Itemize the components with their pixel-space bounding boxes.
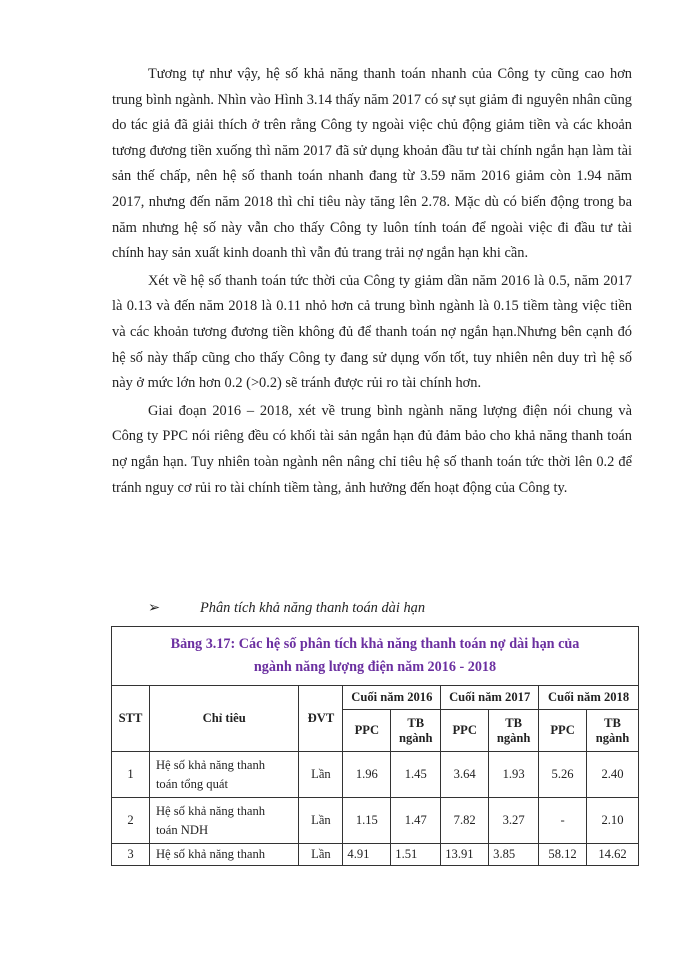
arrow-bullet-icon: ➢ <box>148 600 161 616</box>
subheading-text: Phân tích khả năng thanh toán dài hạn <box>200 600 426 616</box>
header-tb-2017: TB ngành <box>489 710 539 752</box>
header-tb-2016: TB ngành <box>391 710 441 752</box>
table-caption <box>112 627 639 686</box>
paragraph-quick-ratio: Tương tự như vậy, hệ số khả năng thanh toán nhanh của Công ty cũng cao hơn trung bình ngành. Nhìn vào Hình 3.14 thấy năm 2017 có sự sụt giảm đi nguyên nhân cũng do tác giả đã giải thích ở trên rằng Công ty ngoài việc chủ động giảm tiền và các khoản tương đương tiền xuống thì năm 2017 đã sử dụng khoản đầu tư tài chính ngắn hạn làm tài sản thế chấp, nên hệ số thanh toán nhanh đang từ 3.59 năm 2016 giảm còn 1.94 năm 2017, nhưng đến năm 2018 thì chỉ tiêu này tăng lên 2.78. Mặc dù có biến động trong ba năm nhưng hệ số này vẫn cho thấy Công ty luôn tính toán để ngoài việc đi đầu tư tài chính hay sản xuất kinh doanh thì vẫn đủ trang trải nợ ngắn hạn khi cần. <box>112 66 632 262</box>
table-row: 3 Hệ số khả năng thanh Lần 4.91 1.51 13.91 3.85 58.12 14.62 <box>112 844 639 866</box>
table-row: 1 Hệ số khả năng thanh toán tổng quát Lần 1.96 1.45 3.64 1.93 5.26 2.40 <box>112 752 639 798</box>
solvency-table <box>111 626 639 866</box>
header-unit: ĐVT <box>299 686 343 752</box>
header-ppc-2017: PPC <box>441 710 489 752</box>
row-label: Hệ số khả năng thanh <box>149 844 299 866</box>
row-label: Hệ số khả năng thanh toán NDH <box>149 798 299 844</box>
header-year-2018: Cuối năm 2018 <box>539 686 639 710</box>
caption-line-1: Bảng 3.17: Các hệ số phân tích khả năng thanh toán nợ dài hạn của <box>170 636 580 652</box>
section-subheading <box>148 600 425 617</box>
header-ppc-2016: PPC <box>343 710 391 752</box>
paragraph-summary: Giai đoạn 2016 – 2018, xét về trung bình ngành năng lượng điện nói chung và Công ty PPC nói riêng đều có khối tài sản ngắn hạn đủ đảm bảo cho khả năng thanh toán nợ ngắn hạn. Tuy nhiên toàn ngành nên nâng chỉ tiêu hệ số thanh toán tức thời lên 0.2 để tránh nguy cơ rủi ro tài chính tiềm tàng, ảnh hưởng đến hoạt động của Công ty. <box>112 402 632 496</box>
table-row: 2 Hệ số khả năng thanh toán NDH Lần 1.15 1.47 7.82 3.27 - 2.10 <box>112 798 639 844</box>
header-indicator: Chỉ tiêu <box>149 686 299 752</box>
row-label: Hệ số khả năng thanh toán tổng quát <box>149 752 299 798</box>
header-ppc-2018: PPC <box>539 710 587 752</box>
header-tb-2018: TB ngành <box>587 710 639 752</box>
caption-line-2: ngành năng lượng điện năm 2016 - 2018 <box>253 659 497 675</box>
header-stt: STT <box>112 686 150 752</box>
header-year-2016: Cuối năm 2016 <box>343 686 441 710</box>
paragraph-cash-ratio: Xét về hệ số thanh toán tức thời của Công ty giảm dần năm 2016 là 0.5, năm 2017 là 0.13 và đến năm 2018 là 0.11 nhỏ hơn cả trung bình ngành là 0.15 tiềm tàng việc tiền và các khoản tương đương tiền không đủ để thanh toán nợ ngắn hạn.Nhưng bên cạnh đó hệ số này thấp cũng cho thấy Công ty đang sử dụng vốn tốt, tuy nhiên nên duy trì hệ số này ở mức lớn hơn 0.2 (>0.2) sẽ tránh được rủi ro tài chính hơn. <box>112 272 632 392</box>
header-year-2017: Cuối năm 2017 <box>441 686 539 710</box>
body-text <box>112 62 632 501</box>
